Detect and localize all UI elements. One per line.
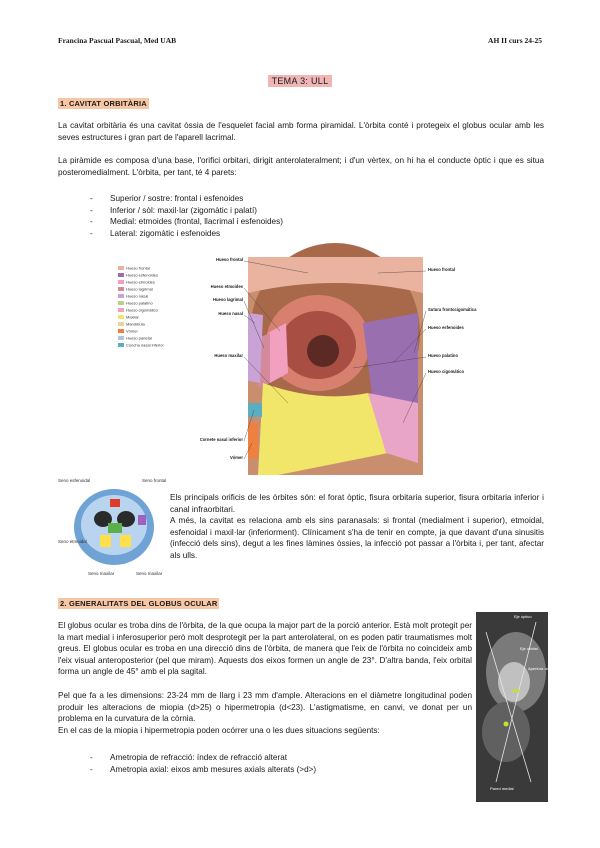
section1-para2: La piràmide es composa d'una base, l'orifici orbitari, dirigit anterolateralment; i d'un vèrtex, on hi ha el conducte òptic i que es situa posteromedialment. L'òrbita, per tant, té 4 parets: (58, 156, 544, 177)
mri-label: Apertura orbitaria (528, 666, 559, 671)
wall-item: - Medial: etmoides (frontal, llacrimal i esfenoides) (90, 216, 283, 228)
wall-item: - Superior / sostre: frontal i esfenoides (90, 193, 283, 205)
figure-label: Hueso nasal (218, 311, 243, 316)
mri-label: Pared medial (490, 786, 514, 791)
figure-label: Hueso lagrimal (212, 297, 243, 302)
figure-label: Vómer (229, 455, 243, 460)
legend-label: Hueso cigomático (126, 307, 158, 313)
skull-illustration (74, 489, 154, 565)
section1-heading: 1. CAVITAT ORBITÀRIA (60, 99, 147, 108)
figure-label: Hueso etmoides (210, 284, 243, 289)
section1-para1: La cavitat orbitària és una cavitat òssia de l'esquelet facial amb forma piramidal. L'òrbita conté i protegeix el globus ocular amb les seves estructures i gran part de l'aparell lacrimal. (58, 121, 544, 142)
section2-para2: Pel que fa a les dimensions: 23-24 mm de llarg i 23 mm d'ample. Alteracions en el diàmetre longitudinal poden produir les alteracions de miopia (d>25) o hipermetropia (d<23). L'astigmatisme, en canvi, ve donat per un problema en la curvatura de la còrnia. (58, 691, 472, 723)
orbit-bones-figure (118, 253, 538, 475)
legend-label: Hueso nasal (126, 293, 149, 299)
section2-para3: En el cas de la miopia i hipermetropia poden ocórrer una o les dues situacions següents: (58, 726, 380, 735)
legend-label: Mandíbula (126, 321, 145, 327)
ametropia-item: - Ametropia de refracció: índex de refracció alterat (90, 752, 316, 764)
figure-label: Hueso palatino (428, 353, 459, 358)
header-course: AH II curs 24-25 (488, 36, 542, 45)
section1-para4: A més, la cavitat es relaciona amb els sins paranasals: si frontal (medialment i superior), etmoidal, esfenoidal i maxil·lar (inferiorment). Clínicament s'ha de tenir en compte, ja que davant d'una sinusitis (infecció dels sins), degut a les fines làmines òssies, la infecció pot passar a l'òrbita i, per tant, afectar als ulls. (170, 516, 544, 560)
figure-label: Hueso esfenoides (428, 325, 464, 330)
figure-label: Cornete nasal inferior (199, 437, 243, 442)
header-author: Francina Pascual Pascual, Med UAB (58, 36, 177, 45)
page-header (58, 36, 542, 48)
figure-label: Hueso frontal (428, 267, 455, 272)
legend-label: Hueso parietal (126, 335, 152, 341)
orbit-mri-figure (476, 612, 559, 802)
legend-label: Hueso etmoides (126, 279, 155, 285)
wall-item: - Inferior / sòl: maxil·lar (zigomàtic i palatí) (90, 205, 283, 217)
sinus-label: Seno esfenoidal (58, 478, 91, 483)
wall-item: - Lateral: zigomàtic i esfenoides (90, 228, 283, 240)
legend-label: Vómer (126, 328, 138, 334)
ametropia-list (90, 752, 316, 775)
legend-label: Hueso lagrimal (126, 286, 153, 292)
section2-para1: El globus ocular es troba dins de l'òrbita, de la que ocupa la major part de la porció anterior. Està molt protegit per la mart medial i inferosuperior però molt desprotegit per la part anterolateral, on es poden patir traumatismes molt greus. El globus ocular es troba en una direcció dins de l'òrbita, de manera que l'eix de l'òrbita no coincideix amb l'eix visual anteroposterior (pel que miram). Aquests dos eixos formen un angle de 23°. D'altra banda, l'eix orbital forma un angle de 45° amb el pla sagital. (58, 621, 472, 676)
section1-para3: Els principals orificis de les òrbites són: el forat òptic, fisura orbitaria superior, fisura orbitaria inferior i canal infraorbitari. (170, 493, 544, 514)
figure-label: Sutura frontocigomática (428, 307, 477, 312)
legend-label: Hueso esfenoides (126, 272, 159, 278)
figure-label: Hueso maxilar (214, 353, 243, 358)
page-title: TEMA 3: ULL (268, 75, 333, 87)
sinus-label: Seno maxilar (88, 571, 115, 576)
sinus-label: Seno frontal (142, 478, 167, 483)
sinus-label: Seno etmoidal (58, 539, 87, 544)
sinus-label: Seno maxilar (136, 571, 163, 576)
ametropia-item: - Ametropia axial: eixos amb mesures axials alterats (>d>) (90, 764, 316, 776)
mri-label: Eje orbital (520, 646, 538, 651)
paranasal-sinus-figure (58, 477, 166, 580)
mri-label: Eje óptico (514, 614, 532, 619)
orbit-walls-list (90, 193, 283, 239)
legend-label: Hueso frontal (126, 265, 150, 271)
legend-label: Concha nasal inferior (126, 342, 164, 348)
legend-label: Maxilar (126, 314, 139, 320)
figure-label: Hueso frontal (216, 257, 243, 262)
title-wrapper (0, 71, 600, 89)
legend-label: Hueso palatino (126, 300, 153, 306)
figure-label: Hueso cigomático (428, 369, 465, 374)
section2-heading: 2. GENERALITATS DEL GLOBUS OCULAR (60, 599, 218, 608)
